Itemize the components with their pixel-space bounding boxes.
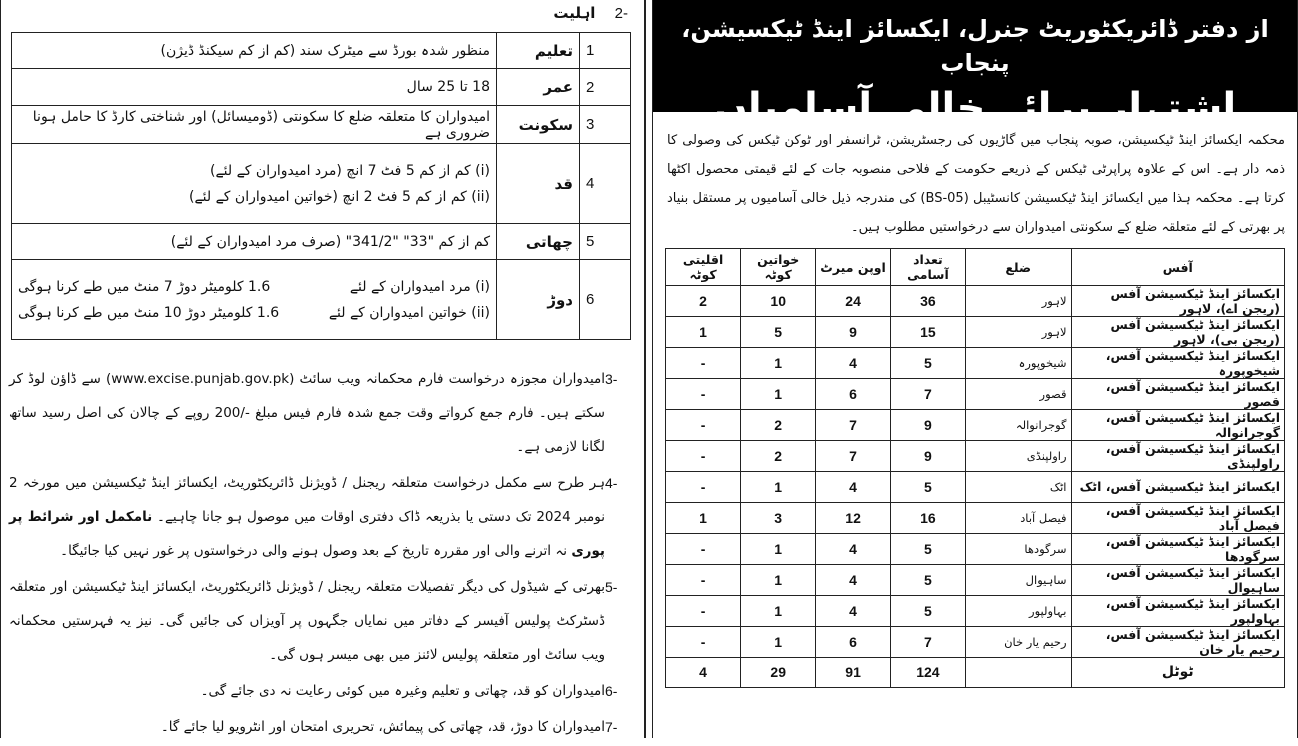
header-office: آفس [1071, 249, 1284, 286]
run-requirement: 1.6 کلومیٹر دوڑ 10 منٹ میں طے کرنا ہوگی [18, 304, 280, 321]
table-row [666, 502, 1285, 533]
open-merit-cell: 7 [816, 410, 891, 441]
clause-text-part: نہ اترنے والی اور مقررہ تاریخ کے بعد وصول ہونے والی درخواستوں پر غور نہیں کیا جائیگا۔ [60, 543, 572, 559]
district-cell: ساہیوال [965, 564, 1071, 595]
header-open-merit: اوپن میرٹ [816, 249, 891, 286]
row-value: امیدواران کا متعلقہ ضلع کا سکونتی (ڈومیسائل) اور شناختی کارڈ کا حامل ہونا ضروری ہے [12, 106, 497, 144]
row-label: تعلیم [497, 33, 580, 69]
minority-quota-cell: - [666, 379, 741, 410]
row-label: عمر [497, 69, 580, 106]
row-number: 1 [580, 33, 631, 69]
clause-number: 5- [605, 579, 618, 595]
row-label: دوڑ [497, 260, 580, 340]
office-cell: ایکسائز اینڈ ٹیکسیشن آفس، گوجرانوالہ [1071, 410, 1284, 441]
total-posts-cell: 36 [890, 286, 965, 317]
clause-text: بھرتی کے شیڈول کی دیگر تفصیلات متعلقہ ریجنل / ڈویژنل ڈائریکٹوریٹ، ایکسائز اینڈ ٹیکسیشن اور متعلقہ ڈسٹرکٹ پولیس آفیسر کے دفاتر میں نمایاں جگہوں پر آویزاں کی جائیں گی۔ نیز یہ فہرستیں محکمانہ ویب سائٹ اور متعلقہ پولیس لائنز میں بھی میسر ہوں گی۔ [9, 579, 605, 663]
clause-text-part: ہر طرح سے مکمل درخواست متعلقہ ریجنل / ڈویژنل ڈائریکٹوریٹ، ایکسائز اینڈ ٹیکسیشن میں مورخہ 2 نومبر 2024 تک دستی یا بذریعہ ڈاک دفتری اوقات میں موصول ہو جانا چاہیے۔ [9, 475, 605, 525]
issuing-office: از دفتر ڈائریکٹوریٹ جنرل، ایکسائز اینڈ ٹیکسیشن، پنجاب [681, 15, 1269, 77]
district-cell: رحیم یار خان [965, 626, 1071, 657]
office-cell: ایکسائز اینڈ ٹیکسیشن آفس، شیخوپورہ [1071, 348, 1284, 379]
district-cell: اٹک [965, 472, 1071, 503]
women-quota-cell: 1 [741, 348, 816, 379]
total-posts-cell: 5 [890, 533, 965, 564]
district-cell: گوجرانوالہ [965, 410, 1071, 441]
row-value: منظور شدہ بورڈ سے میٹرک سند (کم از کم سیکنڈ ڈیژن) [12, 33, 497, 69]
row-value [12, 144, 497, 224]
run-who: (i) مرد امیدواران کے لئے [349, 278, 490, 295]
office-cell: ایکسائز اینڈ ٹیکسیشن آفس، فیصل آباد [1071, 502, 1284, 533]
open-merit-cell: 4 [816, 348, 891, 379]
district-cell: فیصل آباد [965, 502, 1071, 533]
section-number: 2- [614, 5, 628, 22]
minority-quota-cell: - [666, 595, 741, 626]
header-total-posts: تعداد آسامی [890, 249, 965, 286]
open-merit-cell: 6 [816, 379, 891, 410]
header-district: ضلع [965, 249, 1071, 286]
open-merit-cell: 6 [816, 626, 891, 657]
clause [9, 674, 633, 708]
office-cell: ایکسائز اینڈ ٹیکسیشن آفس، سرگودھا [1071, 533, 1284, 564]
table-row [666, 410, 1285, 441]
row-number: 5 [580, 224, 631, 260]
total-posts-cell: 5 [890, 595, 965, 626]
minority-quota-cell: - [666, 441, 741, 472]
office-cell: ایکسائز اینڈ ٹیکسیشن آفس، ساہیوال [1071, 564, 1284, 595]
eligibility-table [11, 32, 631, 340]
minority-quota-cell: - [666, 472, 741, 503]
minority-quota-cell: - [666, 626, 741, 657]
totals-label: ٹوٹل [1071, 657, 1284, 688]
eligibility-row [12, 144, 631, 224]
office-cell: ایکسائز اینڈ ٹیکسیشن آفس (ریجن اے)، لاہور [1071, 286, 1284, 317]
total-posts-cell: 5 [890, 348, 965, 379]
run-men [18, 274, 490, 300]
vacancy-panel [652, 0, 1298, 738]
women-quota-cell: 5 [741, 317, 816, 348]
clause-text: امیدواران کو قد، چھاتی و تعلیم وغیرہ میں کوئی رعایت نہ دی جائے گی۔ [200, 683, 605, 699]
district-cell: قصور [965, 379, 1071, 410]
total-posts-cell: 5 [890, 472, 965, 503]
row-label: چھاتی [497, 224, 580, 260]
table-row [666, 533, 1285, 564]
height-women: (ii) کم از کم 5 فٹ 2 انچ (خواتین امیدواران کے لئے) [189, 188, 490, 205]
total-posts-cell: 9 [890, 441, 965, 472]
row-number: 4 [580, 144, 631, 224]
table-row [666, 286, 1285, 317]
clause [9, 466, 633, 568]
women-quota-cell: 2 [741, 441, 816, 472]
women-quota-cell: 1 [741, 379, 816, 410]
table-row [666, 472, 1285, 503]
total-posts-cell: 9 [890, 410, 965, 441]
district-cell: راولپنڈی [965, 441, 1071, 472]
office-cell: ایکسائز اینڈ ٹیکسیشن آفس (ریجن بی)، لاہور [1071, 317, 1284, 348]
open-merit-cell: 4 [816, 564, 891, 595]
run-requirement: 1.6 کلومیٹر دوڑ 7 منٹ میں طے کرنا ہوگی [18, 278, 271, 295]
intro-paragraph: محکمہ ایکسائز اینڈ ٹیکسیشن، صوبہ پنجاب میں گاڑیوں کی رجسٹریشن، ٹرانسفر اور ٹوکن ٹیکس کی وصولی کا ذمہ دار ہے۔ اس کے علاوہ پراپرٹی ٹیکس کے ذریعے حکومت کے فلاحی منصوبہ جات کے لئے قیمتی محصول اکٹھا کرتا ہے۔ محکمہ ہذا میں ایکسائز اینڈ ٹیکسیشن کانسٹیبل (BS-05) کی مندرجہ ذیل خالی آسامیوں پر مستقل بنیاد پر بھرتی کے لئے متعلقہ ضلع کے سکونتی امیدواران سے درخواستیں مطلوب ہیں۔ [667, 133, 1285, 235]
total-posts-cell: 5 [890, 564, 965, 595]
section-title: اہلیت [553, 4, 596, 22]
open-merit-cell: 7 [816, 441, 891, 472]
header-women-quota: خواتین کوٹہ [741, 249, 816, 286]
open-merit-cell: 4 [816, 533, 891, 564]
total-posts-cell: 15 [890, 317, 965, 348]
district-cell: لاہور [965, 317, 1071, 348]
open-merit-cell: 4 [816, 595, 891, 626]
eligibility-panel [0, 0, 640, 738]
header-minority-quota: اقلیتی کوٹہ [666, 249, 741, 286]
totals-open-merit: 91 [816, 657, 891, 688]
row-number: 6 [580, 260, 631, 340]
open-merit-cell: 4 [816, 472, 891, 503]
table-row [666, 595, 1285, 626]
clause-number: 7- [605, 719, 618, 735]
table-row [666, 626, 1285, 657]
office-cell: ایکسائز اینڈ ٹیکسیشن آفس، بہاولپور [1071, 595, 1284, 626]
district-cell: لاہور [965, 286, 1071, 317]
table-row [666, 564, 1285, 595]
section-heading [553, 4, 628, 22]
eligibility-row [12, 224, 631, 260]
eligibility-row [12, 260, 631, 340]
row-value: 18 تا 25 سال [12, 69, 497, 106]
advertisement-title: اشتہار برائے خالی آسامیاں [706, 82, 1244, 138]
clause-text [9, 466, 605, 568]
totals-women-quota: 29 [741, 657, 816, 688]
run-who: (ii) خواتین امیدواران کے لئے [328, 304, 490, 321]
run-women [18, 300, 490, 326]
women-quota-cell: 1 [741, 595, 816, 626]
open-merit-cell: 12 [816, 502, 891, 533]
row-label: سکونت [497, 106, 580, 144]
minority-quota-cell: 1 [666, 317, 741, 348]
women-quota-cell: 1 [741, 564, 816, 595]
minority-quota-cell: - [666, 564, 741, 595]
women-quota-cell: 10 [741, 286, 816, 317]
totals-district [965, 657, 1071, 688]
eligibility-row [12, 106, 631, 144]
women-quota-cell: 1 [741, 533, 816, 564]
vacancy-table [665, 248, 1285, 688]
clause-number: 3- [605, 371, 618, 387]
clause-number: 4- [605, 475, 618, 491]
women-quota-cell: 2 [741, 410, 816, 441]
clause [9, 710, 633, 744]
row-number: 2 [580, 69, 631, 106]
minority-quota-cell: - [666, 410, 741, 441]
clause [9, 570, 633, 672]
table-row [666, 317, 1285, 348]
district-cell: سرگودھا [965, 533, 1071, 564]
row-value: کم از کم "33" "341/2" (صرف مرد امیدواران کے لئے) [12, 224, 497, 260]
minority-quota-cell: - [666, 533, 741, 564]
total-posts-cell: 7 [890, 379, 965, 410]
eligibility-row [12, 69, 631, 106]
office-cell: ایکسائز اینڈ ٹیکسیشن آفس، اٹک [1071, 472, 1284, 503]
clause-number: 6- [605, 683, 618, 699]
row-label: قد [497, 144, 580, 224]
minority-quota-cell: 2 [666, 286, 741, 317]
open-merit-cell: 24 [816, 286, 891, 317]
office-cell: ایکسائز اینڈ ٹیکسیشن آفس، رحیم یار خان [1071, 626, 1284, 657]
table-body [666, 286, 1285, 688]
table-row [666, 379, 1285, 410]
district-cell: بہاولپور [965, 595, 1071, 626]
women-quota-cell: 1 [741, 472, 816, 503]
clause [9, 362, 633, 464]
open-merit-cell: 9 [816, 317, 891, 348]
women-quota-cell: 3 [741, 502, 816, 533]
clause-text: امیدواران کا دوڑ، قد، چھاتی کی پیمائش، تحریری امتحان اور انٹرویو لیا جائے گا۔ [160, 719, 605, 735]
clause-text-bold: نامکمل اور شرائط پر پوری [9, 509, 605, 559]
minority-quota-cell: 1 [666, 502, 741, 533]
eligibility-row [12, 33, 631, 69]
row-value [12, 260, 497, 340]
total-posts-cell: 16 [890, 502, 965, 533]
table-header-row [666, 249, 1285, 286]
table-row [666, 348, 1285, 379]
row-number: 3 [580, 106, 631, 144]
totals-posts: 124 [890, 657, 965, 688]
minority-quota-cell: - [666, 348, 741, 379]
height-men: (i) کم از کم 5 فٹ 7 انچ (مرد امیدواران کے لئے) [210, 162, 490, 179]
clauses [9, 362, 633, 746]
totals-row [666, 657, 1285, 688]
table-row [666, 441, 1285, 472]
women-quota-cell: 1 [741, 626, 816, 657]
district-cell: شیخوپورہ [965, 348, 1071, 379]
column-divider [644, 0, 646, 738]
office-cell: ایکسائز اینڈ ٹیکسیشن آفس، قصور [1071, 379, 1284, 410]
clause-text: امیدواران مجوزہ درخواست فارم محکمانہ ویب سائٹ (www.excise.punjab.gov.pk) سے ڈاؤن لوڈ کر سکتے ہیں۔ فارم جمع کرواتے وقت جمع شدہ فارم فیس مبلغ -/200 روپے کے چالان کی اصل رسید ساتھ لگانا لازمی ہے۔ [9, 371, 606, 455]
total-posts-cell: 7 [890, 626, 965, 657]
office-cell: ایکسائز اینڈ ٹیکسیشن آفس، راولپنڈی [1071, 441, 1284, 472]
totals-minority-quota: 4 [666, 657, 741, 688]
advertisement-banner [653, 0, 1297, 131]
